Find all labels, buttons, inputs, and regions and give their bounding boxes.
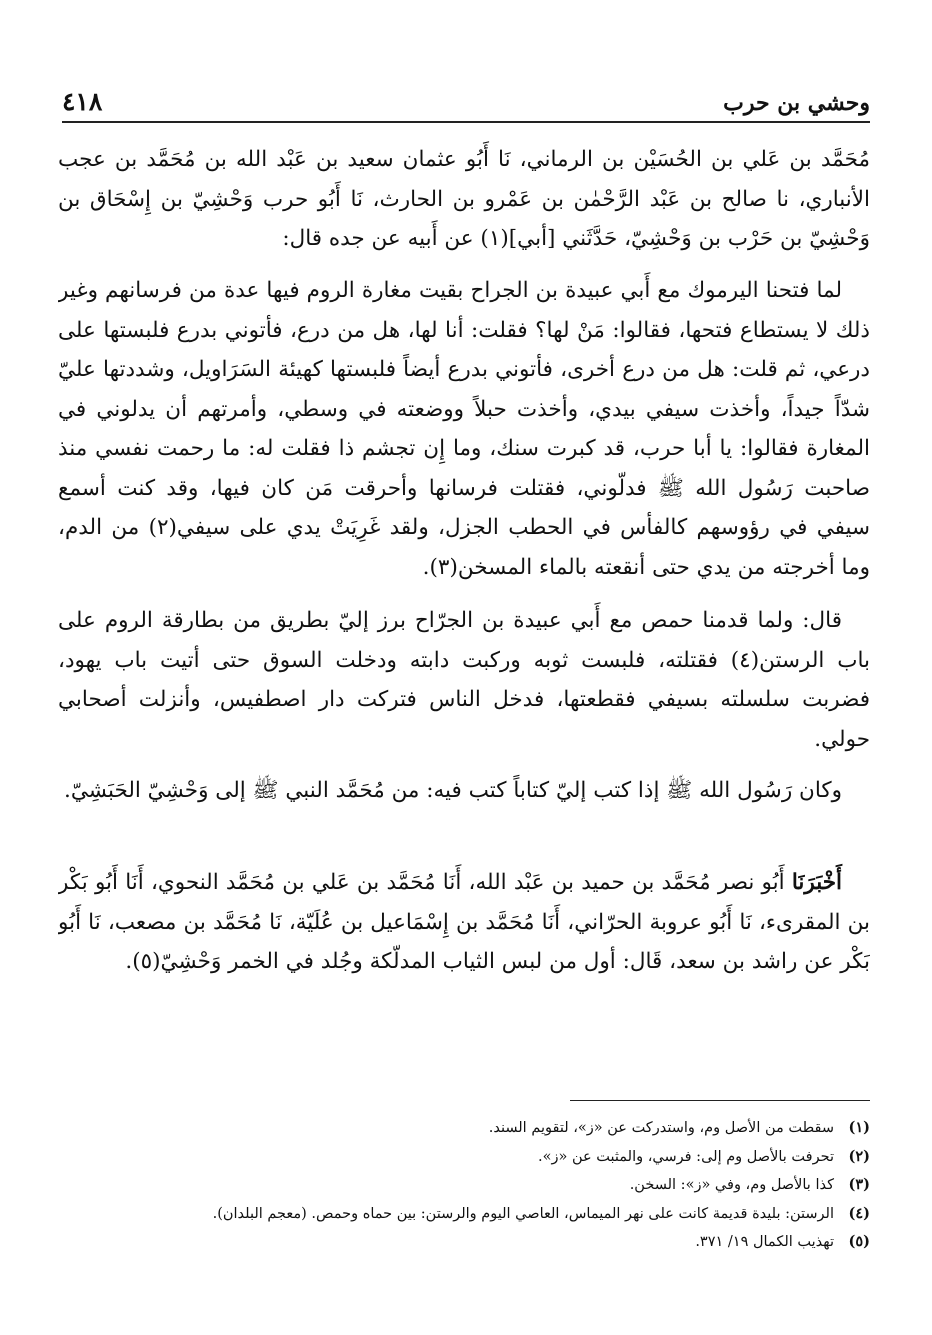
lead-word: أَخْبَرَنَا [791, 870, 842, 895]
paragraph-akhbarana [58, 863, 870, 1023]
header-rule [62, 121, 870, 123]
paragraph-akhbarana-text: أَبُو نصر مُحَمَّد بن حميد بن عَبْد الله، أَنَا مُحَمَّد بن عَلي بن مُحَمَّد النحوي، أَنَا أَبُو بَكْر بن المقرىء، نَا أَبُو عروبة الحرّاني، أَنَا مُحَمَّد بن إِسْمَاعيل بن عُلَيّة، نَا مُحَمَّد بن مصعب، نَا أَبُو بَكْر عن راشد بن سعد، قَال: أول من لبس الثياب المدلّكة وجُلد في الخمر وَحْشِيّ(٥). [58, 870, 870, 974]
page-number: ٤١٨ [62, 87, 103, 116]
paragraph-letter: وكان رَسُول الله ﷺ إذا كتب إليّ كتاباً كتب فيه: من مُحَمَّد النبي ﷺ إلى وَحْشِيّ الحَبَشِيّ. [64, 778, 842, 803]
main-text [58, 140, 870, 1035]
footnote-number: (٤) [848, 1204, 870, 1222]
paragraph-homs: قال: ولما قدمنا حمص مع أَبي عبيدة بن الجرّاح برز إليّ بطريق من بطارقة الروم على باب الرستن(٤) فقتلته، فلبست ثوبه وركبت دابته ودخلت السوق حتى أتيت باب يهود، فضربت سلسلته بسيفي فقطعتها، فدخل الناس فتركت دار اصطفيس، وأنزلت أصحابي حولي. [58, 608, 870, 752]
footnote-rule [570, 1100, 870, 1101]
footnote-number: (٣) [848, 1176, 870, 1193]
footnotes [62, 1114, 870, 1257]
footnote-number: (٢) [848, 1147, 870, 1165]
footnote-text: الرستن: بليدة قديمة كانت على نهر الميماس، العاصي اليوم والرستن: بين حماه وحمص. (معجم البلدان). [212, 1205, 834, 1222]
footnote-number: (٥) [848, 1233, 870, 1250]
footnote-text: تهذيب الكمال ١٩/ ٣٧١. [695, 1234, 834, 1250]
running-title: وحشي بن حرب [723, 90, 870, 116]
paragraph-yarmouk: لما فتحنا اليرموك مع أَبي عبيدة بن الجراح بقيت مغارة الروم فيها عدة من فرسانهم وغير ذلك لا يستطاع فتحها، فقالوا: مَنْ لها؟ فقلت: أنا لها، هل من درع، فأتوني بدرع فلبستها على درعي، ثم قلت: هل من درع أخرى، فأتوني بدرع أيضاً فلبستها كهيئة السَرَاويل، وشددتها عليّ شدّاً جيداً، وأخذت سيفي بيدي، وأخذت حبلاً ووضعته في وسطي، وأمرتهم أن يدلوني في المغارة فقالوا: يا أبا حرب، قد كبرت سنك، وما إِن تجشم ذا فقلت له: ما رحمت نفسي منذ صاحبت رَسُول الله ﷺ فدلّوني، فقتلت فرسانها وأحرقت مَن كان فيها، وقد كنت أسمع سيفي في رؤوسهم كالفأس في الحطب الجزل، ولقد غَرِيَتْ يدي على سيفي(٢) من الدم، وما أخرجته من يدي حتى أنقعته بالماء المسخن(٣). [58, 278, 870, 580]
running-header [62, 80, 870, 116]
footnote [62, 1171, 870, 1200]
footnote-text: كذا بالأصل وم، وفي «ز»: السخن. [629, 1177, 834, 1193]
footnote-number: (١) [848, 1119, 870, 1136]
paragraph-isnad: مُحَمَّد بن عَلي بن الحُسَيْن بن الرماني، نَا أَبُو عثمان سعيد بن عَبْد الله بن مُحَمَّد بن عجب الأنباري، نا صالح بن عَبْد الرَّحْمٰن بن عَمْرو بن الحارث، نَا أَبُو حرب وَحْشِيّ بن إِسْحَاق بن وَحْشِيّ بن حَرْب بن وَحْشِيّ، حَدَّثَني [أبي](١) عن أَبيه عن جده قال: [58, 147, 870, 251]
footnote [62, 1228, 870, 1257]
footnote [62, 1143, 870, 1172]
footnote [62, 1114, 870, 1143]
footnote-text: تحرفت بالأصل وم إلى: فرسي، والمثبت عن «ز». [538, 1148, 834, 1165]
footnote-text: سقطت من الأصل وم، واستدركت عن «ز»، لتقويم السند. [488, 1120, 834, 1136]
footnote [62, 1200, 870, 1229]
